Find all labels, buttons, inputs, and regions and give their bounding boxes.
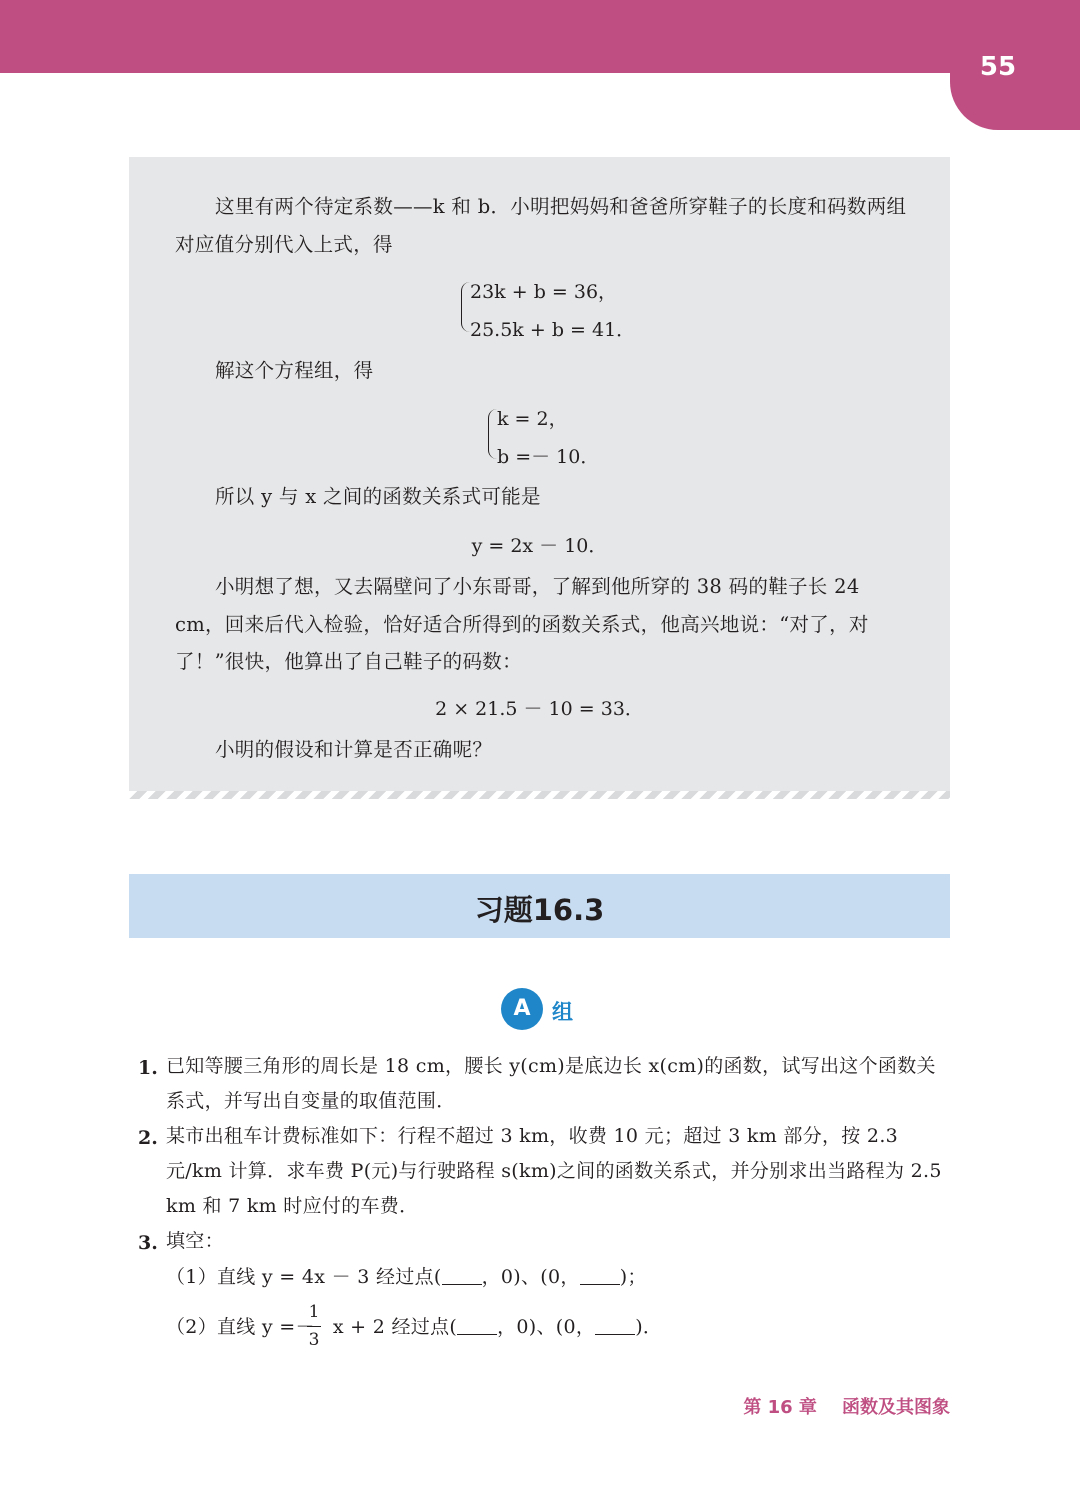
reading-para-4: 小明想了想，又去隔壁问了小东哥哥，了解到他所穿的 38 码的鞋子长 24 cm，回来后代入检验，恰好适合所得到的函数关系式，他高兴地说：“对了，对了！”很快，他算出了自己鞋子的码数： (175, 575, 869, 673)
reading-para-2: 解这个方程组，得 (215, 359, 374, 382)
reading-para-5: 小明的假设和计算是否正确呢？ (215, 738, 493, 761)
question-2-text: 某市出租车计费标准如下：行程不超过 3 km，收费 10 元；超过 3 km 部分，按 2.3 元/km 计算．求车费 P(元)与行驶路程 s(km)之间的函数关系式，并分别求出当路程为 2.5 km 和 7 km 时应付的车费． (166, 1125, 942, 1217)
reading-box-stripe (129, 791, 950, 799)
fraction-denominator: 3 (308, 1330, 320, 1350)
q3-1-blank-1 (442, 1265, 482, 1285)
question-3-text: 填空： (166, 1230, 224, 1252)
chapter-footer: 第 16 章 函数及其图象 (743, 1397, 950, 1418)
exercise-title: 习题16.3 (474, 893, 605, 927)
question-1-number: 1. (138, 1057, 158, 1079)
page-number: 55 (979, 52, 1017, 82)
equation-brace-1 (461, 282, 470, 332)
question-2-number: 2. (138, 1127, 158, 1149)
question-3-part-2 (166, 1310, 662, 1345)
q3-1-text-c: )； (619, 1266, 647, 1288)
q3-1-blank-2 (580, 1265, 620, 1285)
system1-equation-1: 23k + b = 36， (470, 281, 618, 303)
q3-2-text-b: x + 2 经过点( (332, 1316, 458, 1338)
question-1-text: 已知等腰三角形的周长是 18 cm，腰长 y(cm)是底边长 x(cm)的函数，试写出这个函数关系式，并写出自变量的取值范围． (166, 1055, 936, 1112)
q3-1-text-a: （1）直线 y = 4x － 3 经过点( (166, 1266, 442, 1288)
system1-equation-2: 25.5k + b = 41． (470, 319, 636, 341)
q3-2-blank-2 (595, 1315, 635, 1335)
reading-para-1: 这里有两个待定系数——k 和 b．小明把妈妈和爸爸所穿鞋子的长度和码数两组对应值分别代入上式，得 (175, 195, 907, 256)
system2-equation-2: b =－ 10． (497, 446, 600, 468)
q3-2-text-d: )． (635, 1316, 663, 1338)
question-3-number: 3. (138, 1232, 158, 1254)
q3-1-text-b: ，0)、(0， (481, 1266, 580, 1288)
linear-function-equation: y = 2x － 10． (471, 535, 608, 557)
q3-2-text-a: （2）直线 y =－ (166, 1316, 315, 1338)
equation-brace-2 (488, 409, 497, 459)
group-label: 组 (552, 1000, 573, 1024)
reading-para-3: 所以 y 与 x 之间的函数关系式可能是 (215, 485, 541, 508)
group-a-badge: A (501, 988, 543, 1030)
top-color-band (0, 0, 1080, 73)
shoe-size-calculation: 2 × 21.5 － 10 = 33． (435, 698, 644, 720)
system2-equation-1: k = 2， (497, 408, 568, 430)
q3-2-blank-1 (457, 1315, 497, 1335)
q3-2-text-c: ，0)、(0， (497, 1316, 596, 1338)
question-3-part-1 (166, 1260, 647, 1295)
fraction-bar (307, 1326, 321, 1327)
fraction-numerator: 1 (308, 1302, 320, 1322)
